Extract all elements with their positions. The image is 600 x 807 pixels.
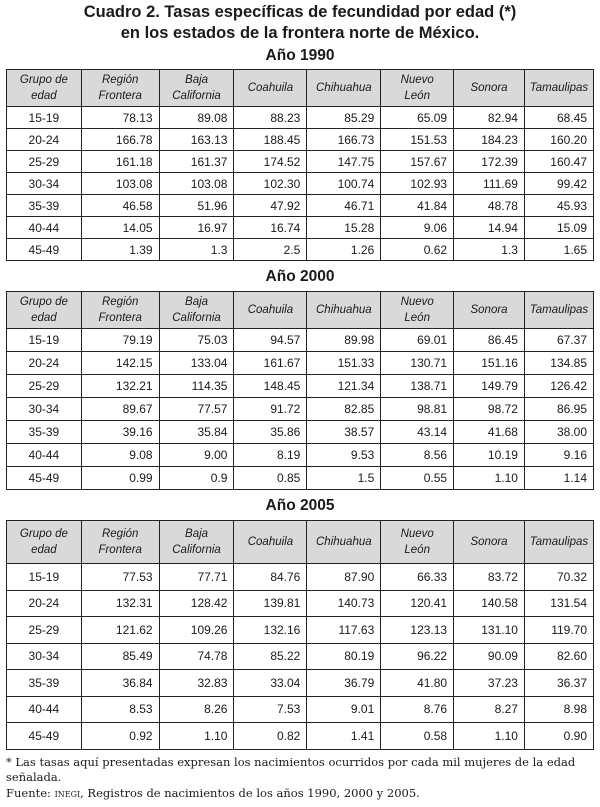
age-group-cell: 15-19 — [7, 329, 82, 352]
table-row — [7, 352, 594, 375]
rate-cell: 102.30 — [234, 173, 307, 195]
rate-cell: 51.96 — [159, 195, 234, 217]
header-nuevo-leon: Nuevo León — [381, 70, 454, 107]
header-baja-california: Baja California — [159, 521, 234, 564]
table-row — [7, 129, 594, 151]
rate-cell: 87.90 — [307, 564, 381, 591]
rate-cell: 160.47 — [524, 151, 593, 173]
rate-cell: 134.85 — [524, 352, 593, 375]
age-group-cell: 15-19 — [7, 564, 82, 591]
rate-cell: 138.71 — [381, 375, 454, 398]
rate-cell: 9.16 — [524, 444, 593, 467]
rate-cell: 2.5 — [234, 239, 307, 261]
rate-cell: 161.37 — [159, 151, 234, 173]
rate-cell: 0.99 — [81, 467, 159, 490]
header-tamaulipas: Tamaulipas — [524, 292, 593, 329]
rate-cell: 128.42 — [159, 590, 234, 617]
table-row — [7, 421, 594, 444]
age-group-cell: 25-29 — [7, 151, 82, 173]
rate-cell: 9.01 — [307, 696, 381, 723]
source-text: , Registros de nacimientos de los años 1990, 2000 y 2005. — [80, 785, 420, 800]
rate-cell: 85.29 — [307, 107, 381, 129]
rate-cell: 0.92 — [81, 723, 159, 750]
rate-cell: 131.10 — [454, 617, 525, 644]
header-coahuila: Coahuila — [234, 521, 307, 564]
rate-cell: 69.01 — [381, 329, 454, 352]
rate-cell: 80.19 — [307, 643, 381, 670]
rate-cell: 166.73 — [307, 129, 381, 151]
rate-cell: 140.58 — [454, 590, 525, 617]
rate-cell: 121.34 — [307, 375, 381, 398]
rate-cell: 103.08 — [159, 173, 234, 195]
rate-cell: 8.19 — [234, 444, 307, 467]
table-row — [7, 217, 594, 239]
rate-cell: 103.08 — [81, 173, 159, 195]
header-tamaulipas: Tamaulipas — [524, 70, 593, 107]
rate-cell: 148.45 — [234, 375, 307, 398]
rate-cell: 65.09 — [381, 107, 454, 129]
rate-cell: 77.53 — [81, 564, 159, 591]
table-row — [7, 670, 594, 697]
rate-cell: 16.97 — [159, 217, 234, 239]
rate-cell: 1.14 — [524, 467, 593, 490]
rate-cell: 151.33 — [307, 352, 381, 375]
rate-cell: 142.15 — [81, 352, 159, 375]
rate-cell: 91.72 — [234, 398, 307, 421]
fertility-table-2000 — [6, 291, 594, 490]
rate-cell: 67.37 — [524, 329, 593, 352]
rate-cell: 151.53 — [381, 129, 454, 151]
rate-cell: 139.81 — [234, 590, 307, 617]
source-prefix: Fuente: — [6, 785, 55, 800]
rate-cell: 8.56 — [381, 444, 454, 467]
rate-cell: 77.71 — [159, 564, 234, 591]
header-baja-california: Baja California — [159, 292, 234, 329]
rate-cell: 85.49 — [81, 643, 159, 670]
footnote-text: * Las tasas aquí presentadas expresan los nacimientos ocurridos por cada mil mujeres de la edad señalada. — [6, 754, 576, 784]
rate-cell: 90.09 — [454, 643, 525, 670]
rate-cell: 8.26 — [159, 696, 234, 723]
age-group-cell: 25-29 — [7, 375, 82, 398]
rate-cell: 1.65 — [524, 239, 593, 261]
table-row — [7, 590, 594, 617]
table-row — [7, 696, 594, 723]
rate-cell: 0.58 — [381, 723, 454, 750]
rate-cell: 161.67 — [234, 352, 307, 375]
rate-cell: 149.79 — [454, 375, 525, 398]
rate-cell: 35.84 — [159, 421, 234, 444]
rate-cell: 117.63 — [307, 617, 381, 644]
rate-cell: 35.86 — [234, 421, 307, 444]
rate-cell: 33.04 — [234, 670, 307, 697]
year-heading-2005: Año 2005 — [265, 497, 335, 514]
rate-cell: 74.78 — [159, 643, 234, 670]
rate-cell: 0.90 — [524, 723, 593, 750]
rate-cell: 140.73 — [307, 590, 381, 617]
rate-cell: 15.28 — [307, 217, 381, 239]
rate-cell: 121.62 — [81, 617, 159, 644]
rate-cell: 86.45 — [454, 329, 525, 352]
table-row — [7, 444, 594, 467]
rate-cell: 8.27 — [454, 696, 525, 723]
rate-cell: 9.53 — [307, 444, 381, 467]
rate-cell: 14.05 — [81, 217, 159, 239]
age-group-cell: 25-29 — [7, 617, 82, 644]
header-region-frontera: Región Frontera — [81, 70, 159, 107]
table-title — [0, 2, 600, 44]
rate-cell: 85.22 — [234, 643, 307, 670]
header-region-frontera: Región Frontera — [81, 292, 159, 329]
rate-cell: 1.3 — [159, 239, 234, 261]
age-group-cell: 20-24 — [7, 352, 82, 375]
rate-cell: 160.20 — [524, 129, 593, 151]
rate-cell: 9.06 — [381, 217, 454, 239]
rate-cell: 161.18 — [81, 151, 159, 173]
rate-cell: 1.26 — [307, 239, 381, 261]
rate-cell: 132.16 — [234, 617, 307, 644]
rate-cell: 94.57 — [234, 329, 307, 352]
rate-cell: 75.03 — [159, 329, 234, 352]
table-row — [7, 564, 594, 591]
age-group-cell: 45-49 — [7, 467, 82, 490]
rate-cell: 98.81 — [381, 398, 454, 421]
rate-cell: 14.94 — [454, 217, 525, 239]
rate-cell: 0.55 — [381, 467, 454, 490]
rate-cell: 77.57 — [159, 398, 234, 421]
rate-cell: 48.78 — [454, 195, 525, 217]
rate-cell: 96.22 — [381, 643, 454, 670]
year-heading-2000: Año 2000 — [265, 268, 335, 285]
rate-cell: 15.09 — [524, 217, 593, 239]
rate-cell: 86.95 — [524, 398, 593, 421]
rate-cell: 123.13 — [381, 617, 454, 644]
table-row — [7, 239, 594, 261]
rate-cell: 45.93 — [524, 195, 593, 217]
rate-cell: 0.62 — [381, 239, 454, 261]
age-group-cell: 35-39 — [7, 195, 82, 217]
rate-cell: 83.72 — [454, 564, 525, 591]
age-group-cell: 40-44 — [7, 696, 82, 723]
age-group-cell: 40-44 — [7, 444, 82, 467]
table-row — [7, 375, 594, 398]
rate-cell: 8.53 — [81, 696, 159, 723]
rate-cell: 16.74 — [234, 217, 307, 239]
rate-cell: 88.23 — [234, 107, 307, 129]
age-group-cell: 45-49 — [7, 239, 82, 261]
rate-cell: 36.84 — [81, 670, 159, 697]
rate-cell: 166.78 — [81, 129, 159, 151]
rate-cell: 10.19 — [454, 444, 525, 467]
rate-cell: 98.72 — [454, 398, 525, 421]
rate-cell: 130.71 — [381, 352, 454, 375]
rate-cell: 89.67 — [81, 398, 159, 421]
rate-cell: 41.68 — [454, 421, 525, 444]
table-row — [7, 173, 594, 195]
rate-cell: 132.21 — [81, 375, 159, 398]
rate-cell: 79.19 — [81, 329, 159, 352]
age-group-cell: 30-34 — [7, 643, 82, 670]
header-sonora: Sonora — [454, 70, 525, 107]
rate-cell: 163.13 — [159, 129, 234, 151]
rate-cell: 147.75 — [307, 151, 381, 173]
rate-cell: 78.13 — [81, 107, 159, 129]
age-group-cell: 30-34 — [7, 173, 82, 195]
rate-cell: 84.76 — [234, 564, 307, 591]
header-grupo-edad: Grupo de edad — [7, 292, 82, 329]
header-row — [7, 521, 594, 564]
rate-cell: 1.10 — [159, 723, 234, 750]
rate-cell: 9.00 — [159, 444, 234, 467]
header-grupo-edad: Grupo de edad — [7, 521, 82, 564]
header-sonora: Sonora — [454, 292, 525, 329]
age-group-cell: 30-34 — [7, 398, 82, 421]
rate-cell: 174.52 — [234, 151, 307, 173]
rate-cell: 41.80 — [381, 670, 454, 697]
header-coahuila: Coahuila — [234, 70, 307, 107]
rate-cell: 188.45 — [234, 129, 307, 151]
age-group-cell: 35-39 — [7, 670, 82, 697]
header-nuevo-leon: Nuevo León — [381, 521, 454, 564]
rate-cell: 172.39 — [454, 151, 525, 173]
table-row — [7, 107, 594, 129]
rate-cell: 131.54 — [524, 590, 593, 617]
rate-cell: 36.37 — [524, 670, 593, 697]
rate-cell: 109.26 — [159, 617, 234, 644]
rate-cell: 157.67 — [381, 151, 454, 173]
rate-cell: 1.39 — [81, 239, 159, 261]
rate-cell: 114.35 — [159, 375, 234, 398]
rate-cell: 89.08 — [159, 107, 234, 129]
table-row — [7, 467, 594, 490]
title-line-2: en los estados de la frontera norte de México. — [120, 24, 480, 42]
rate-cell: 1.3 — [454, 239, 525, 261]
header-sonora: Sonora — [454, 521, 525, 564]
age-group-cell: 40-44 — [7, 217, 82, 239]
source-org: inegi — [54, 785, 81, 800]
rate-cell: 0.82 — [234, 723, 307, 750]
header-baja-california: Baja California — [159, 70, 234, 107]
rate-cell: 1.10 — [454, 723, 525, 750]
age-group-cell: 45-49 — [7, 723, 82, 750]
table-row — [7, 329, 594, 352]
rate-cell: 36.79 — [307, 670, 381, 697]
header-row — [7, 292, 594, 329]
rate-cell: 68.45 — [524, 107, 593, 129]
rate-cell: 89.98 — [307, 329, 381, 352]
header-nuevo-leon: Nuevo León — [381, 292, 454, 329]
rate-cell: 119.70 — [524, 617, 593, 644]
fertility-table-2005 — [6, 520, 594, 750]
table-row — [7, 398, 594, 421]
rate-cell: 0.9 — [159, 467, 234, 490]
rate-cell: 41.84 — [381, 195, 454, 217]
rate-cell: 47.92 — [234, 195, 307, 217]
rate-cell: 66.33 — [381, 564, 454, 591]
rate-cell: 1.41 — [307, 723, 381, 750]
rate-cell: 43.14 — [381, 421, 454, 444]
rate-cell: 102.93 — [381, 173, 454, 195]
rate-cell: 82.85 — [307, 398, 381, 421]
header-tamaulipas: Tamaulipas — [524, 521, 593, 564]
rate-cell: 8.76 — [381, 696, 454, 723]
age-group-cell: 20-24 — [7, 590, 82, 617]
rate-cell: 82.94 — [454, 107, 525, 129]
rate-cell: 8.98 — [524, 696, 593, 723]
rate-cell: 0.85 — [234, 467, 307, 490]
rate-cell: 132.31 — [81, 590, 159, 617]
header-chihuahua: Chihuahua — [307, 70, 381, 107]
rate-cell: 70.32 — [524, 564, 593, 591]
rate-cell: 111.69 — [454, 173, 525, 195]
table-row — [7, 617, 594, 644]
table-row — [7, 195, 594, 217]
rate-cell: 38.57 — [307, 421, 381, 444]
rate-cell: 32.83 — [159, 670, 234, 697]
rate-cell: 39.16 — [81, 421, 159, 444]
age-group-cell: 15-19 — [7, 107, 82, 129]
source-line — [6, 786, 592, 802]
age-group-cell: 20-24 — [7, 129, 82, 151]
age-group-cell: 35-39 — [7, 421, 82, 444]
rate-cell: 99.42 — [524, 173, 593, 195]
header-coahuila: Coahuila — [234, 292, 307, 329]
rate-cell: 100.74 — [307, 173, 381, 195]
footnote — [6, 755, 592, 802]
rate-cell: 120.41 — [381, 590, 454, 617]
rate-cell: 38.00 — [524, 421, 593, 444]
header-chihuahua: Chihuahua — [307, 521, 381, 564]
rate-cell: 126.42 — [524, 375, 593, 398]
rate-cell: 7.53 — [234, 696, 307, 723]
header-chihuahua: Chihuahua — [307, 292, 381, 329]
table-row — [7, 643, 594, 670]
rate-cell: 9.08 — [81, 444, 159, 467]
table-row — [7, 723, 594, 750]
rate-cell: 184.23 — [454, 129, 525, 151]
title-line-1: Cuadro 2. Tasas específicas de fecundidad por edad (*) — [83, 3, 517, 21]
rate-cell: 1.5 — [307, 467, 381, 490]
rate-cell: 151.16 — [454, 352, 525, 375]
rate-cell: 37.23 — [454, 670, 525, 697]
fertility-table-1990 — [6, 69, 594, 261]
header-row — [7, 70, 594, 107]
header-grupo-edad: Grupo de edad — [7, 70, 82, 107]
rate-cell: 46.58 — [81, 195, 159, 217]
rate-cell: 1.10 — [454, 467, 525, 490]
header-region-frontera: Región Frontera — [81, 521, 159, 564]
table-row — [7, 151, 594, 173]
rate-cell: 133.04 — [159, 352, 234, 375]
rate-cell: 46.71 — [307, 195, 381, 217]
rate-cell: 82.60 — [524, 643, 593, 670]
year-heading-1990: Año 1990 — [265, 47, 335, 64]
